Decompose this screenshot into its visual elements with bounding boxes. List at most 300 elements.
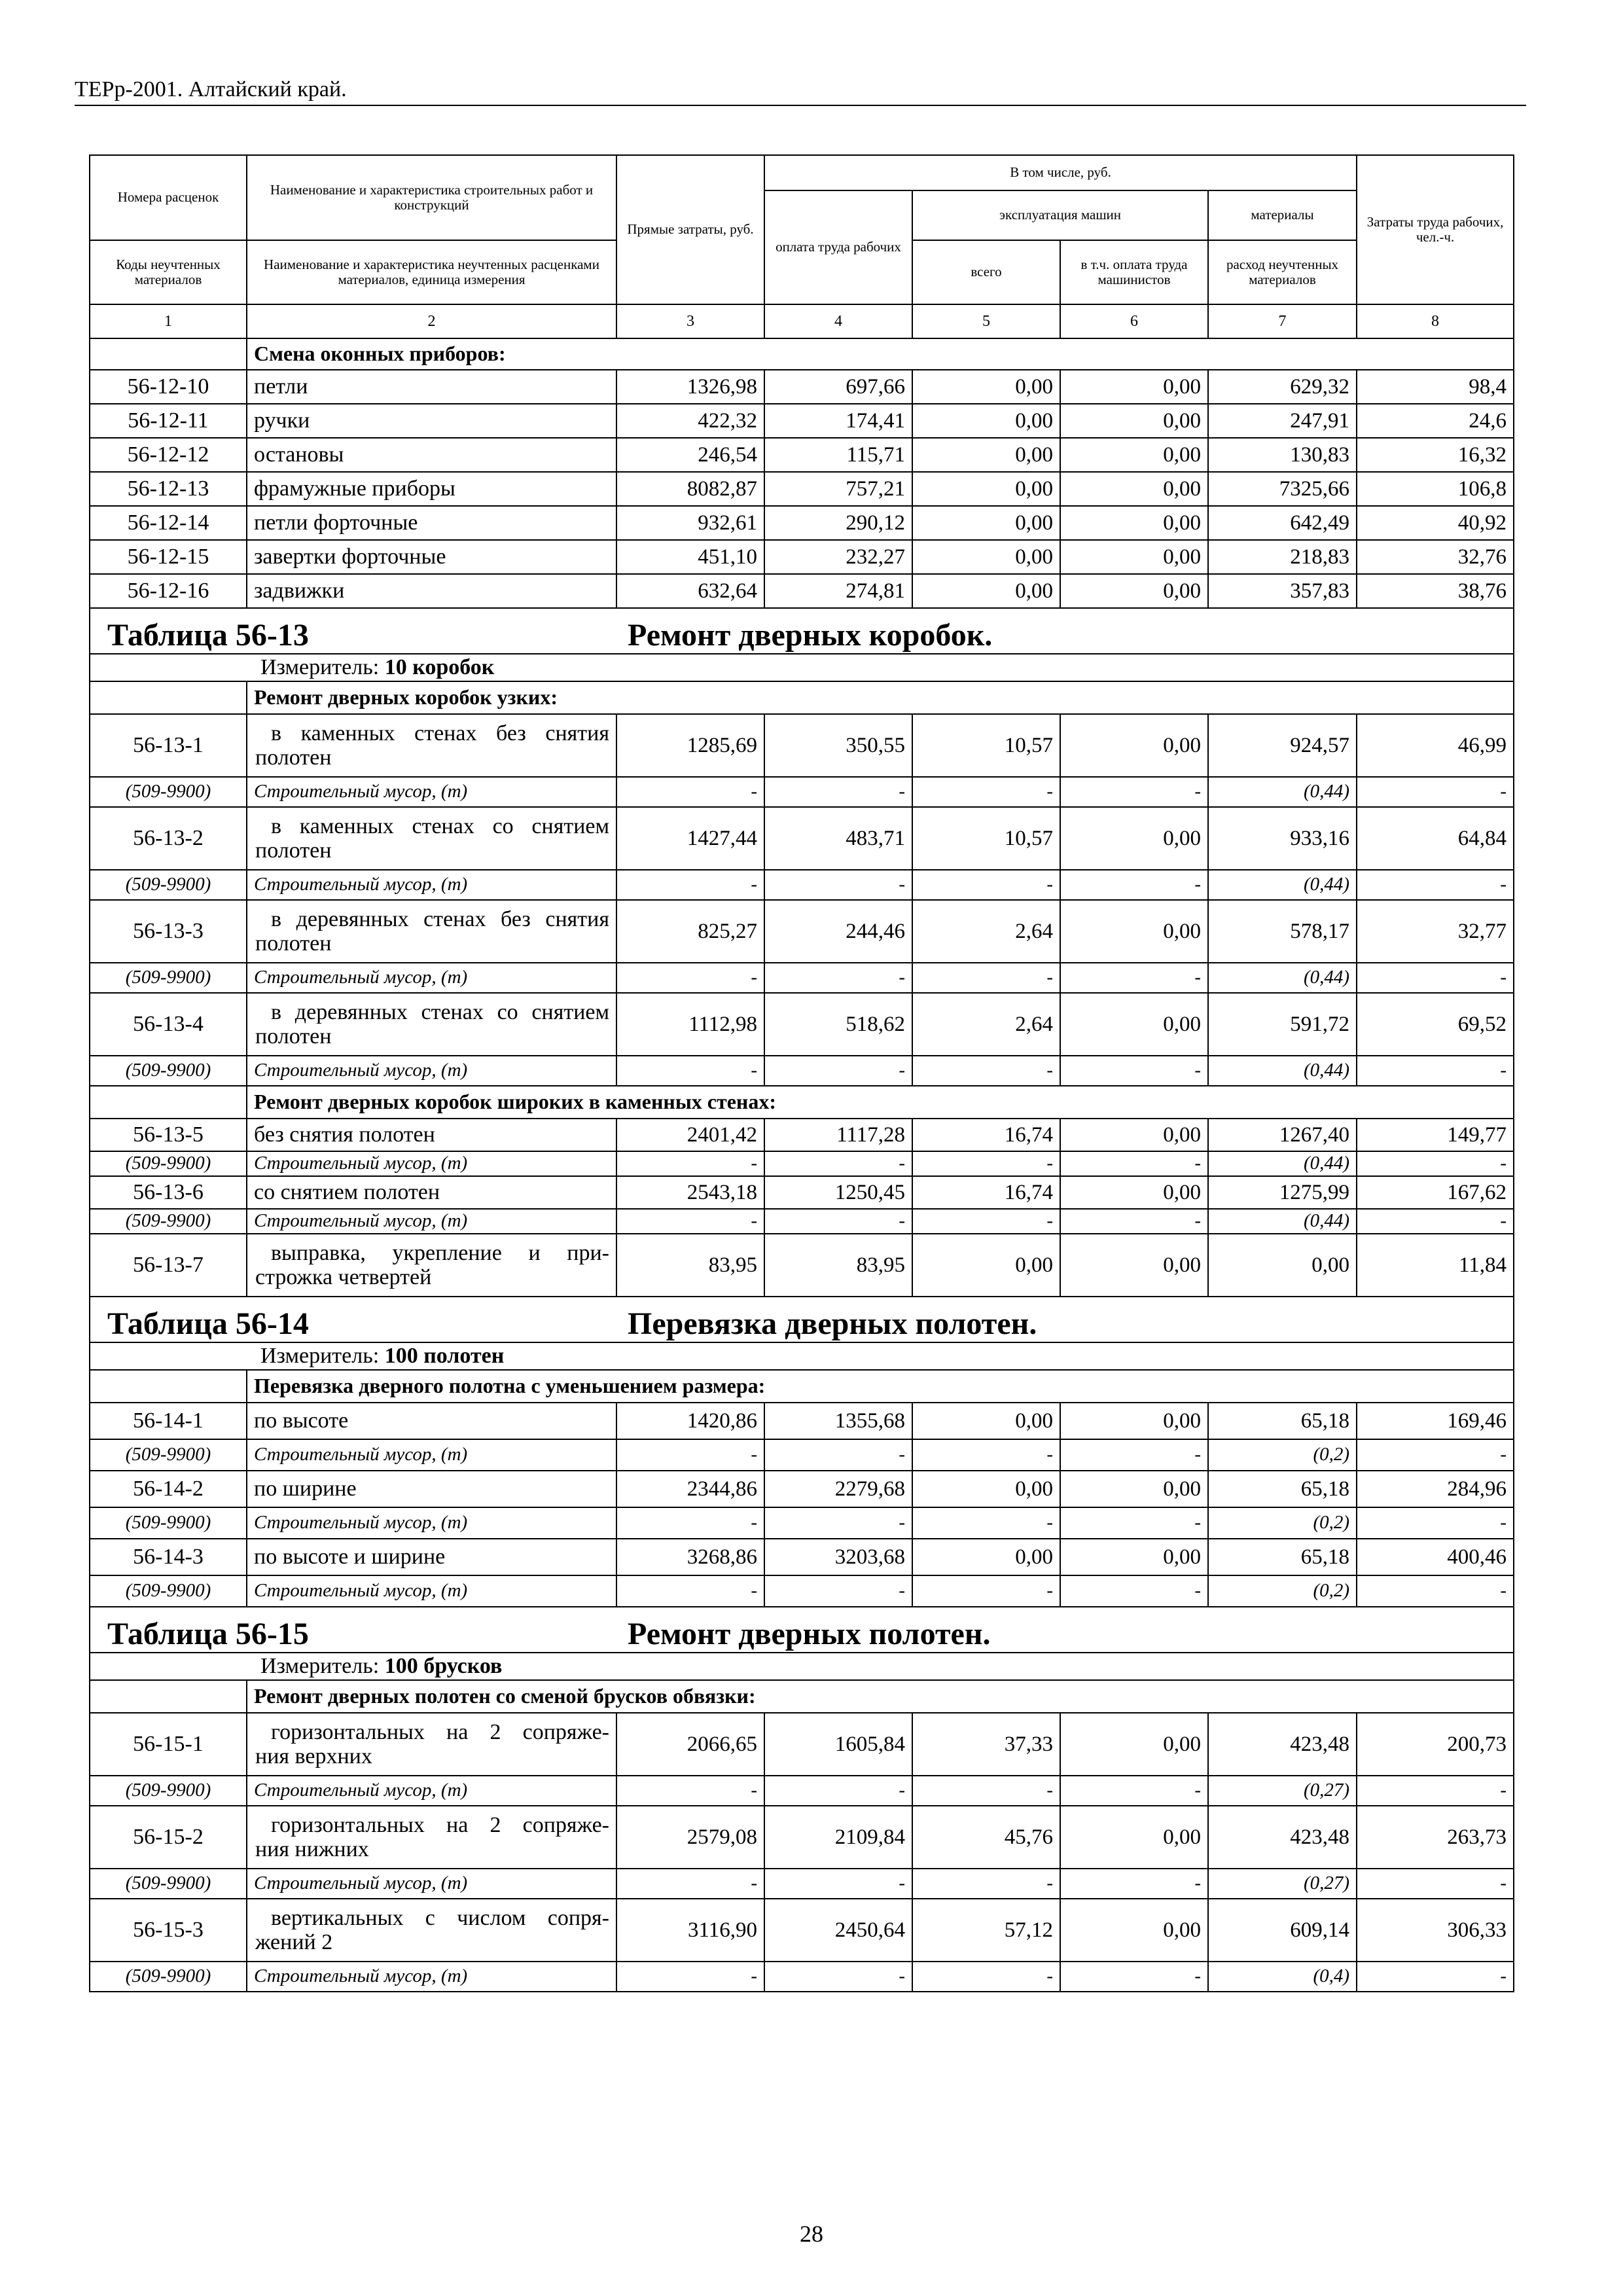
- rate-name-line-1: вертикальных с числом сопря-: [271, 1905, 609, 1930]
- rate-value: 2543,18: [616, 1176, 764, 1209]
- dash-value: -: [1357, 1575, 1514, 1607]
- table-title-cell: [90, 608, 1514, 654]
- rate-value: 8082,87: [616, 472, 764, 506]
- dash-value: -: [616, 870, 764, 900]
- debris-amount: (0,4): [1208, 1962, 1357, 1992]
- rate-value: 697,66: [764, 370, 912, 404]
- table-meter-cell: [90, 1342, 1514, 1370]
- dash-value: -: [912, 1776, 1060, 1806]
- meter-label: Измеритель:: [260, 655, 380, 680]
- rate-name-line-2: полотен: [255, 931, 332, 956]
- column-number: 6: [1060, 304, 1208, 338]
- rate-value: 1267,40: [1208, 1119, 1357, 1151]
- rate-value: 933,16: [1208, 807, 1357, 870]
- material-code: (509-9900): [90, 1962, 247, 1992]
- rate-value: 591,72: [1208, 993, 1357, 1056]
- table-number: Таблица 56-15: [107, 1617, 309, 1652]
- dash-value: -: [1060, 1056, 1208, 1086]
- dash-value: -: [912, 1151, 1060, 1176]
- rate-code: 56-15-1: [90, 1713, 247, 1776]
- empty-cell: [90, 1680, 247, 1713]
- rate-name: остановы: [247, 438, 616, 472]
- rate-value: 0,00: [1060, 1119, 1208, 1151]
- table-title-cell: [90, 1297, 1514, 1342]
- rate-value: 0,00: [1060, 1403, 1208, 1439]
- debris-row: [90, 1439, 1514, 1471]
- rate-value: 45,76: [912, 1806, 1060, 1869]
- rate-value: 578,17: [1208, 900, 1357, 963]
- rate-value: 3268,86: [616, 1539, 764, 1575]
- rate-name-line-2: жений 2: [255, 1930, 333, 1954]
- rate-code: 56-12-12: [90, 438, 247, 472]
- col-including: В том числе, руб.: [764, 155, 1357, 190]
- rate-value: 423,48: [1208, 1806, 1357, 1869]
- dash-value: -: [1060, 1209, 1208, 1234]
- dash-value: -: [616, 777, 764, 807]
- rate-value: 98,4: [1357, 370, 1514, 404]
- rate-value: 932,61: [616, 506, 764, 540]
- dash-value: -: [912, 870, 1060, 900]
- debris-amount: (0,44): [1208, 1209, 1357, 1234]
- rate-name: [247, 714, 616, 777]
- column-numbers-row: [90, 304, 1514, 338]
- rate-value: 2579,08: [616, 1806, 764, 1869]
- rate-value: 115,71: [764, 438, 912, 472]
- table-number: Таблица 56-14: [107, 1306, 309, 1342]
- meter-value: 100 полотен: [384, 1344, 505, 1369]
- rate-name-line-1: горизонтальных на 2 сопряже-: [271, 1812, 609, 1837]
- table-meter-row: [90, 654, 1514, 681]
- rate-value: 0,00: [1060, 900, 1208, 963]
- dash-value: -: [912, 1869, 1060, 1899]
- rate-code: 56-12-15: [90, 540, 247, 574]
- rate-name: [247, 1806, 616, 1869]
- rate-code: 56-13-3: [90, 900, 247, 963]
- dash-value: -: [1357, 870, 1514, 900]
- rate-value: 0,00: [1060, 1806, 1208, 1869]
- dash-value: -: [764, 1962, 912, 1992]
- rate-name: задвижки: [247, 574, 616, 608]
- rate-value: 0,00: [912, 506, 1060, 540]
- rate-value: 10,57: [912, 714, 1060, 777]
- rate-value: 0,00: [1060, 506, 1208, 540]
- rate-code: 56-15-2: [90, 1806, 247, 1869]
- table-title: Ремонт дверных коробок.: [628, 618, 993, 653]
- empty-cell: [90, 1370, 247, 1403]
- debris-amount: (0,27): [1208, 1776, 1357, 1806]
- rate-value: 2279,68: [764, 1471, 912, 1507]
- material-code: (509-9900): [90, 1439, 247, 1471]
- rate-value: 11,84: [1357, 1234, 1514, 1297]
- section-heading-row: [90, 1086, 1514, 1119]
- rate-name: без снятия полотен: [247, 1119, 616, 1151]
- dash-value: -: [1060, 1776, 1208, 1806]
- material-code: (509-9900): [90, 1151, 247, 1176]
- material-name: Строительный мусор, (т): [247, 1209, 616, 1234]
- dash-value: -: [1060, 870, 1208, 900]
- dash-value: -: [1060, 777, 1208, 807]
- meter-value: 10 коробок: [384, 655, 495, 680]
- dash-value: -: [616, 1151, 764, 1176]
- dash-value: -: [616, 1507, 764, 1539]
- rate-value: 483,71: [764, 807, 912, 870]
- debris-row: [90, 777, 1514, 807]
- table-title-row: [90, 1297, 1514, 1342]
- rate-value: 37,33: [912, 1713, 1060, 1776]
- rate-value: 32,76: [1357, 540, 1514, 574]
- rate-value: 7325,66: [1208, 472, 1357, 506]
- material-name: Строительный мусор, (т): [247, 1776, 616, 1806]
- rate-code: 56-13-1: [90, 714, 247, 777]
- dash-value: -: [1060, 1869, 1208, 1899]
- rate-value: 57,12: [912, 1899, 1060, 1962]
- meter-label: Измеритель:: [260, 1654, 380, 1679]
- rate-code: 56-13-5: [90, 1119, 247, 1151]
- rate-row: [90, 1176, 1514, 1209]
- dash-value: -: [764, 870, 912, 900]
- rate-value: 2,64: [912, 993, 1060, 1056]
- rate-value: 757,21: [764, 472, 912, 506]
- dash-value: -: [1060, 963, 1208, 993]
- rate-name-line-2: ния верхних: [255, 1744, 372, 1768]
- page-header: ТЕРр-2001. Алтайский край.: [75, 77, 347, 101]
- dash-value: -: [764, 777, 912, 807]
- material-name: Строительный мусор, (т): [247, 870, 616, 900]
- rate-value: 924,57: [1208, 714, 1357, 777]
- col-labor-costs: Затраты труда рабочих, чел.-ч.: [1357, 155, 1514, 304]
- debris-row: [90, 1151, 1514, 1176]
- rate-row: [90, 900, 1514, 963]
- rate-code: 56-15-3: [90, 1899, 247, 1962]
- rate-name: [247, 993, 616, 1056]
- material-code: (509-9900): [90, 870, 247, 900]
- rate-value: 0,00: [1060, 438, 1208, 472]
- debris-amount: (0,44): [1208, 1151, 1357, 1176]
- rate-value: 0,00: [1060, 1713, 1208, 1776]
- section-heading-row: [90, 1680, 1514, 1713]
- rate-name: завертки форточные: [247, 540, 616, 574]
- rate-name: ручки: [247, 404, 616, 438]
- rate-value: 2,64: [912, 900, 1060, 963]
- rate-value: 169,46: [1357, 1403, 1514, 1439]
- dash-value: -: [912, 777, 1060, 807]
- rate-value: 3116,90: [616, 1899, 764, 1962]
- rate-name-line-1: в деревянных стенах без снятия: [271, 906, 609, 931]
- rate-value: 0,00: [912, 472, 1060, 506]
- rate-value: 0,00: [912, 540, 1060, 574]
- col-machines: эксплуатация машин: [912, 190, 1208, 240]
- rate-value: 1355,68: [764, 1403, 912, 1439]
- rate-row: [90, 1713, 1514, 1776]
- rate-value: 64,84: [1357, 807, 1514, 870]
- material-code: (509-9900): [90, 777, 247, 807]
- empty-cell: [90, 338, 247, 370]
- rate-row: [90, 1403, 1514, 1439]
- material-name: Строительный мусор, (т): [247, 1056, 616, 1086]
- rate-value: 232,27: [764, 540, 912, 574]
- table-title: Ремонт дверных полотен.: [628, 1617, 991, 1652]
- debris-amount: (0,2): [1208, 1507, 1357, 1539]
- rate-value: 423,48: [1208, 1713, 1357, 1776]
- rate-value: 400,46: [1357, 1539, 1514, 1575]
- rate-value: 24,6: [1357, 404, 1514, 438]
- material-code: (509-9900): [90, 1209, 247, 1234]
- rate-value: 0,00: [1060, 993, 1208, 1056]
- debris-row: [90, 1507, 1514, 1539]
- rate-row: [90, 540, 1514, 574]
- dash-value: -: [764, 1209, 912, 1234]
- dash-value: -: [1060, 1962, 1208, 1992]
- rate-value: 16,74: [912, 1119, 1060, 1151]
- debris-row: [90, 963, 1514, 993]
- rate-value: 274,81: [764, 574, 912, 608]
- debris-row: [90, 1056, 1514, 1086]
- dash-value: -: [912, 1962, 1060, 1992]
- rate-row: [90, 1539, 1514, 1575]
- rate-value: 1117,28: [764, 1119, 912, 1151]
- material-name: Строительный мусор, (т): [247, 1151, 616, 1176]
- debris-row: [90, 1209, 1514, 1234]
- debris-amount: (0,44): [1208, 1056, 1357, 1086]
- table-meter-cell: [90, 654, 1514, 681]
- rate-code: 56-13-6: [90, 1176, 247, 1209]
- col-materials: материалы: [1208, 190, 1357, 240]
- debris-amount: (0,2): [1208, 1575, 1357, 1607]
- dash-value: -: [616, 1209, 764, 1234]
- dash-value: -: [1357, 1151, 1514, 1176]
- rate-value: 38,76: [1357, 574, 1514, 608]
- dash-value: -: [1357, 963, 1514, 993]
- rate-value: 1427,44: [616, 807, 764, 870]
- rate-code: 56-12-10: [90, 370, 247, 404]
- rate-row: [90, 1806, 1514, 1869]
- column-number: 3: [616, 304, 764, 338]
- section-heading: Ремонт дверных коробок узких:: [247, 681, 1514, 714]
- rate-row: [90, 438, 1514, 472]
- material-name: Строительный мусор, (т): [247, 1439, 616, 1471]
- dash-value: -: [616, 1439, 764, 1471]
- rate-value: 2344,86: [616, 1471, 764, 1507]
- table-number: Таблица 56-13: [107, 618, 309, 653]
- rate-value: 1326,98: [616, 370, 764, 404]
- dash-value: -: [764, 1575, 912, 1607]
- debris-row: [90, 870, 1514, 900]
- rate-value: 40,92: [1357, 506, 1514, 540]
- rate-value: 0,00: [912, 1539, 1060, 1575]
- meter-label: Измеритель:: [260, 1344, 380, 1369]
- debris-amount: (0,44): [1208, 870, 1357, 900]
- material-name: Строительный мусор, (т): [247, 777, 616, 807]
- rate-code: 56-12-13: [90, 472, 247, 506]
- dash-value: -: [616, 1056, 764, 1086]
- debris-row: [90, 1575, 1514, 1607]
- column-number: 8: [1357, 304, 1514, 338]
- rate-row: [90, 993, 1514, 1056]
- rate-value: 65,18: [1208, 1539, 1357, 1575]
- rate-value: 0,00: [912, 574, 1060, 608]
- rate-name: по высоте и ширине: [247, 1539, 616, 1575]
- rate-value: 1420,86: [616, 1403, 764, 1439]
- rate-value: 518,62: [764, 993, 912, 1056]
- col-rate-numbers: Номера расценок: [90, 155, 247, 240]
- dash-value: -: [1357, 1962, 1514, 1992]
- rate-value: 83,95: [616, 1234, 764, 1297]
- rate-value: 0,00: [1060, 1234, 1208, 1297]
- col-labor-pay: оплата труда рабочих: [764, 190, 912, 304]
- col-name-of-works: Наименование и характеристика строительных работ и конструкций: [247, 155, 616, 240]
- rate-name-line-2: полотен: [255, 838, 332, 863]
- rate-value: 642,49: [1208, 506, 1357, 540]
- dash-value: -: [764, 1151, 912, 1176]
- col-machinist-pay: в т.ч. оплата труда машинистов: [1060, 240, 1208, 304]
- dash-value: -: [616, 1962, 764, 1992]
- material-code: (509-9900): [90, 963, 247, 993]
- debris-amount: (0,2): [1208, 1439, 1357, 1471]
- page-number: 28: [800, 2221, 823, 2247]
- rate-name: петли форточные: [247, 506, 616, 540]
- rate-value: 1285,69: [616, 714, 764, 777]
- column-number: 5: [912, 304, 1060, 338]
- material-name: Строительный мусор, (т): [247, 1962, 616, 1992]
- material-name: Строительный мусор, (т): [247, 1507, 616, 1539]
- material-code: (509-9900): [90, 1575, 247, 1607]
- table-title: Перевязка дверных полотен.: [628, 1306, 1037, 1342]
- rate-value: 174,41: [764, 404, 912, 438]
- empty-cell: [90, 681, 247, 714]
- rate-value: 0,00: [912, 370, 1060, 404]
- rate-value: 0,00: [1060, 807, 1208, 870]
- rate-name: по высоте: [247, 1403, 616, 1439]
- debris-row: [90, 1869, 1514, 1899]
- rate-value: 218,83: [1208, 540, 1357, 574]
- section-heading: Ремонт дверных полотен со сменой брусков обвязки:: [247, 1680, 1514, 1713]
- debris-row: [90, 1962, 1514, 1992]
- rate-name: [247, 1713, 616, 1776]
- rate-row: [90, 1471, 1514, 1507]
- rate-name-line-1: выправка, укрепление и при-: [271, 1240, 609, 1265]
- empty-cell: [90, 1086, 247, 1119]
- rate-code: 56-14-2: [90, 1471, 247, 1507]
- dash-value: -: [912, 1056, 1060, 1086]
- rate-value: 65,18: [1208, 1471, 1357, 1507]
- rate-row: [90, 574, 1514, 608]
- rate-name-line-1: в каменных стенах без снятия: [271, 721, 609, 745]
- rate-name: [247, 900, 616, 963]
- table-meter-row: [90, 1653, 1514, 1680]
- rate-code: 56-12-11: [90, 404, 247, 438]
- section-heading-row: [90, 681, 1514, 714]
- debris-amount: (0,44): [1208, 963, 1357, 993]
- rate-name-line-2: ния нижних: [255, 1837, 369, 1861]
- rate-name: петли: [247, 370, 616, 404]
- material-name: Строительный мусор, (т): [247, 963, 616, 993]
- material-name: Строительный мусор, (т): [247, 1869, 616, 1899]
- dash-value: -: [912, 1209, 1060, 1234]
- dash-value: -: [912, 963, 1060, 993]
- rate-value: 1250,45: [764, 1176, 912, 1209]
- rate-value: 2066,65: [616, 1713, 764, 1776]
- rate-code: 56-12-16: [90, 574, 247, 608]
- table-meter-row: [90, 1342, 1514, 1370]
- dash-value: -: [1357, 1056, 1514, 1086]
- rate-value: 2109,84: [764, 1806, 912, 1869]
- dash-value: -: [616, 1575, 764, 1607]
- rates-table: [89, 154, 1514, 1992]
- rate-value: 244,46: [764, 900, 912, 963]
- rate-value: 247,91: [1208, 404, 1357, 438]
- rate-row: [90, 1899, 1514, 1962]
- rate-code: 56-13-4: [90, 993, 247, 1056]
- rate-value: 0,00: [1060, 1539, 1208, 1575]
- rate-code: 56-14-3: [90, 1539, 247, 1575]
- dash-value: -: [1060, 1575, 1208, 1607]
- rate-code: 56-13-7: [90, 1234, 247, 1297]
- dash-value: -: [1357, 1776, 1514, 1806]
- rate-value: 246,54: [616, 438, 764, 472]
- table-title-row: [90, 608, 1514, 654]
- rate-row: [90, 807, 1514, 870]
- rate-value: 350,55: [764, 714, 912, 777]
- rate-code: 56-14-1: [90, 1403, 247, 1439]
- dash-value: -: [1357, 1869, 1514, 1899]
- dash-value: -: [1357, 1507, 1514, 1539]
- rate-value: 632,64: [616, 574, 764, 608]
- rate-name-line-1: в каменных стенах со снятием: [271, 814, 609, 838]
- rate-code: 56-12-14: [90, 506, 247, 540]
- rate-value: 306,33: [1357, 1899, 1514, 1962]
- dash-value: -: [912, 1575, 1060, 1607]
- header-rule: [75, 105, 1526, 106]
- rate-value: 1112,98: [616, 993, 764, 1056]
- col-material-codes: Коды неучтенных материалов: [90, 240, 247, 304]
- rate-value: 0,00: [1060, 404, 1208, 438]
- rate-value: 0,00: [1060, 574, 1208, 608]
- rate-value: 1275,99: [1208, 1176, 1357, 1209]
- dash-value: -: [764, 1439, 912, 1471]
- rate-value: 83,95: [764, 1234, 912, 1297]
- material-code: (509-9900): [90, 1869, 247, 1899]
- material-code: (509-9900): [90, 1776, 247, 1806]
- dash-value: -: [1060, 1151, 1208, 1176]
- rate-value: 0,00: [1060, 1899, 1208, 1962]
- rate-value: 167,62: [1357, 1176, 1514, 1209]
- column-number: 1: [90, 304, 247, 338]
- dash-value: -: [912, 1507, 1060, 1539]
- rate-name: по ширине: [247, 1471, 616, 1507]
- rate-name: [247, 1899, 616, 1962]
- rate-name-line-2: полотен: [255, 745, 332, 770]
- dash-value: -: [1357, 777, 1514, 807]
- dash-value: -: [1060, 1439, 1208, 1471]
- rate-value: 0,00: [912, 404, 1060, 438]
- dash-value: -: [616, 963, 764, 993]
- debris-row: [90, 1776, 1514, 1806]
- rate-value: 0,00: [912, 438, 1060, 472]
- dash-value: -: [764, 963, 912, 993]
- rate-name-line-1: горизонтальных на 2 сопряже-: [271, 1719, 609, 1744]
- col-direct-costs: Прямые затраты, руб.: [616, 155, 764, 304]
- rate-value: 16,74: [912, 1176, 1060, 1209]
- rate-value: 200,73: [1357, 1713, 1514, 1776]
- dash-value: -: [764, 1056, 912, 1086]
- rate-name-line-2: полотен: [255, 1024, 332, 1049]
- rate-value: 130,83: [1208, 438, 1357, 472]
- rate-name: фрамужные приборы: [247, 472, 616, 506]
- section-heading-row: [90, 338, 1514, 370]
- rate-value: 16,32: [1357, 438, 1514, 472]
- rate-value: 0,00: [1060, 714, 1208, 777]
- rate-value: 0,00: [1060, 1471, 1208, 1507]
